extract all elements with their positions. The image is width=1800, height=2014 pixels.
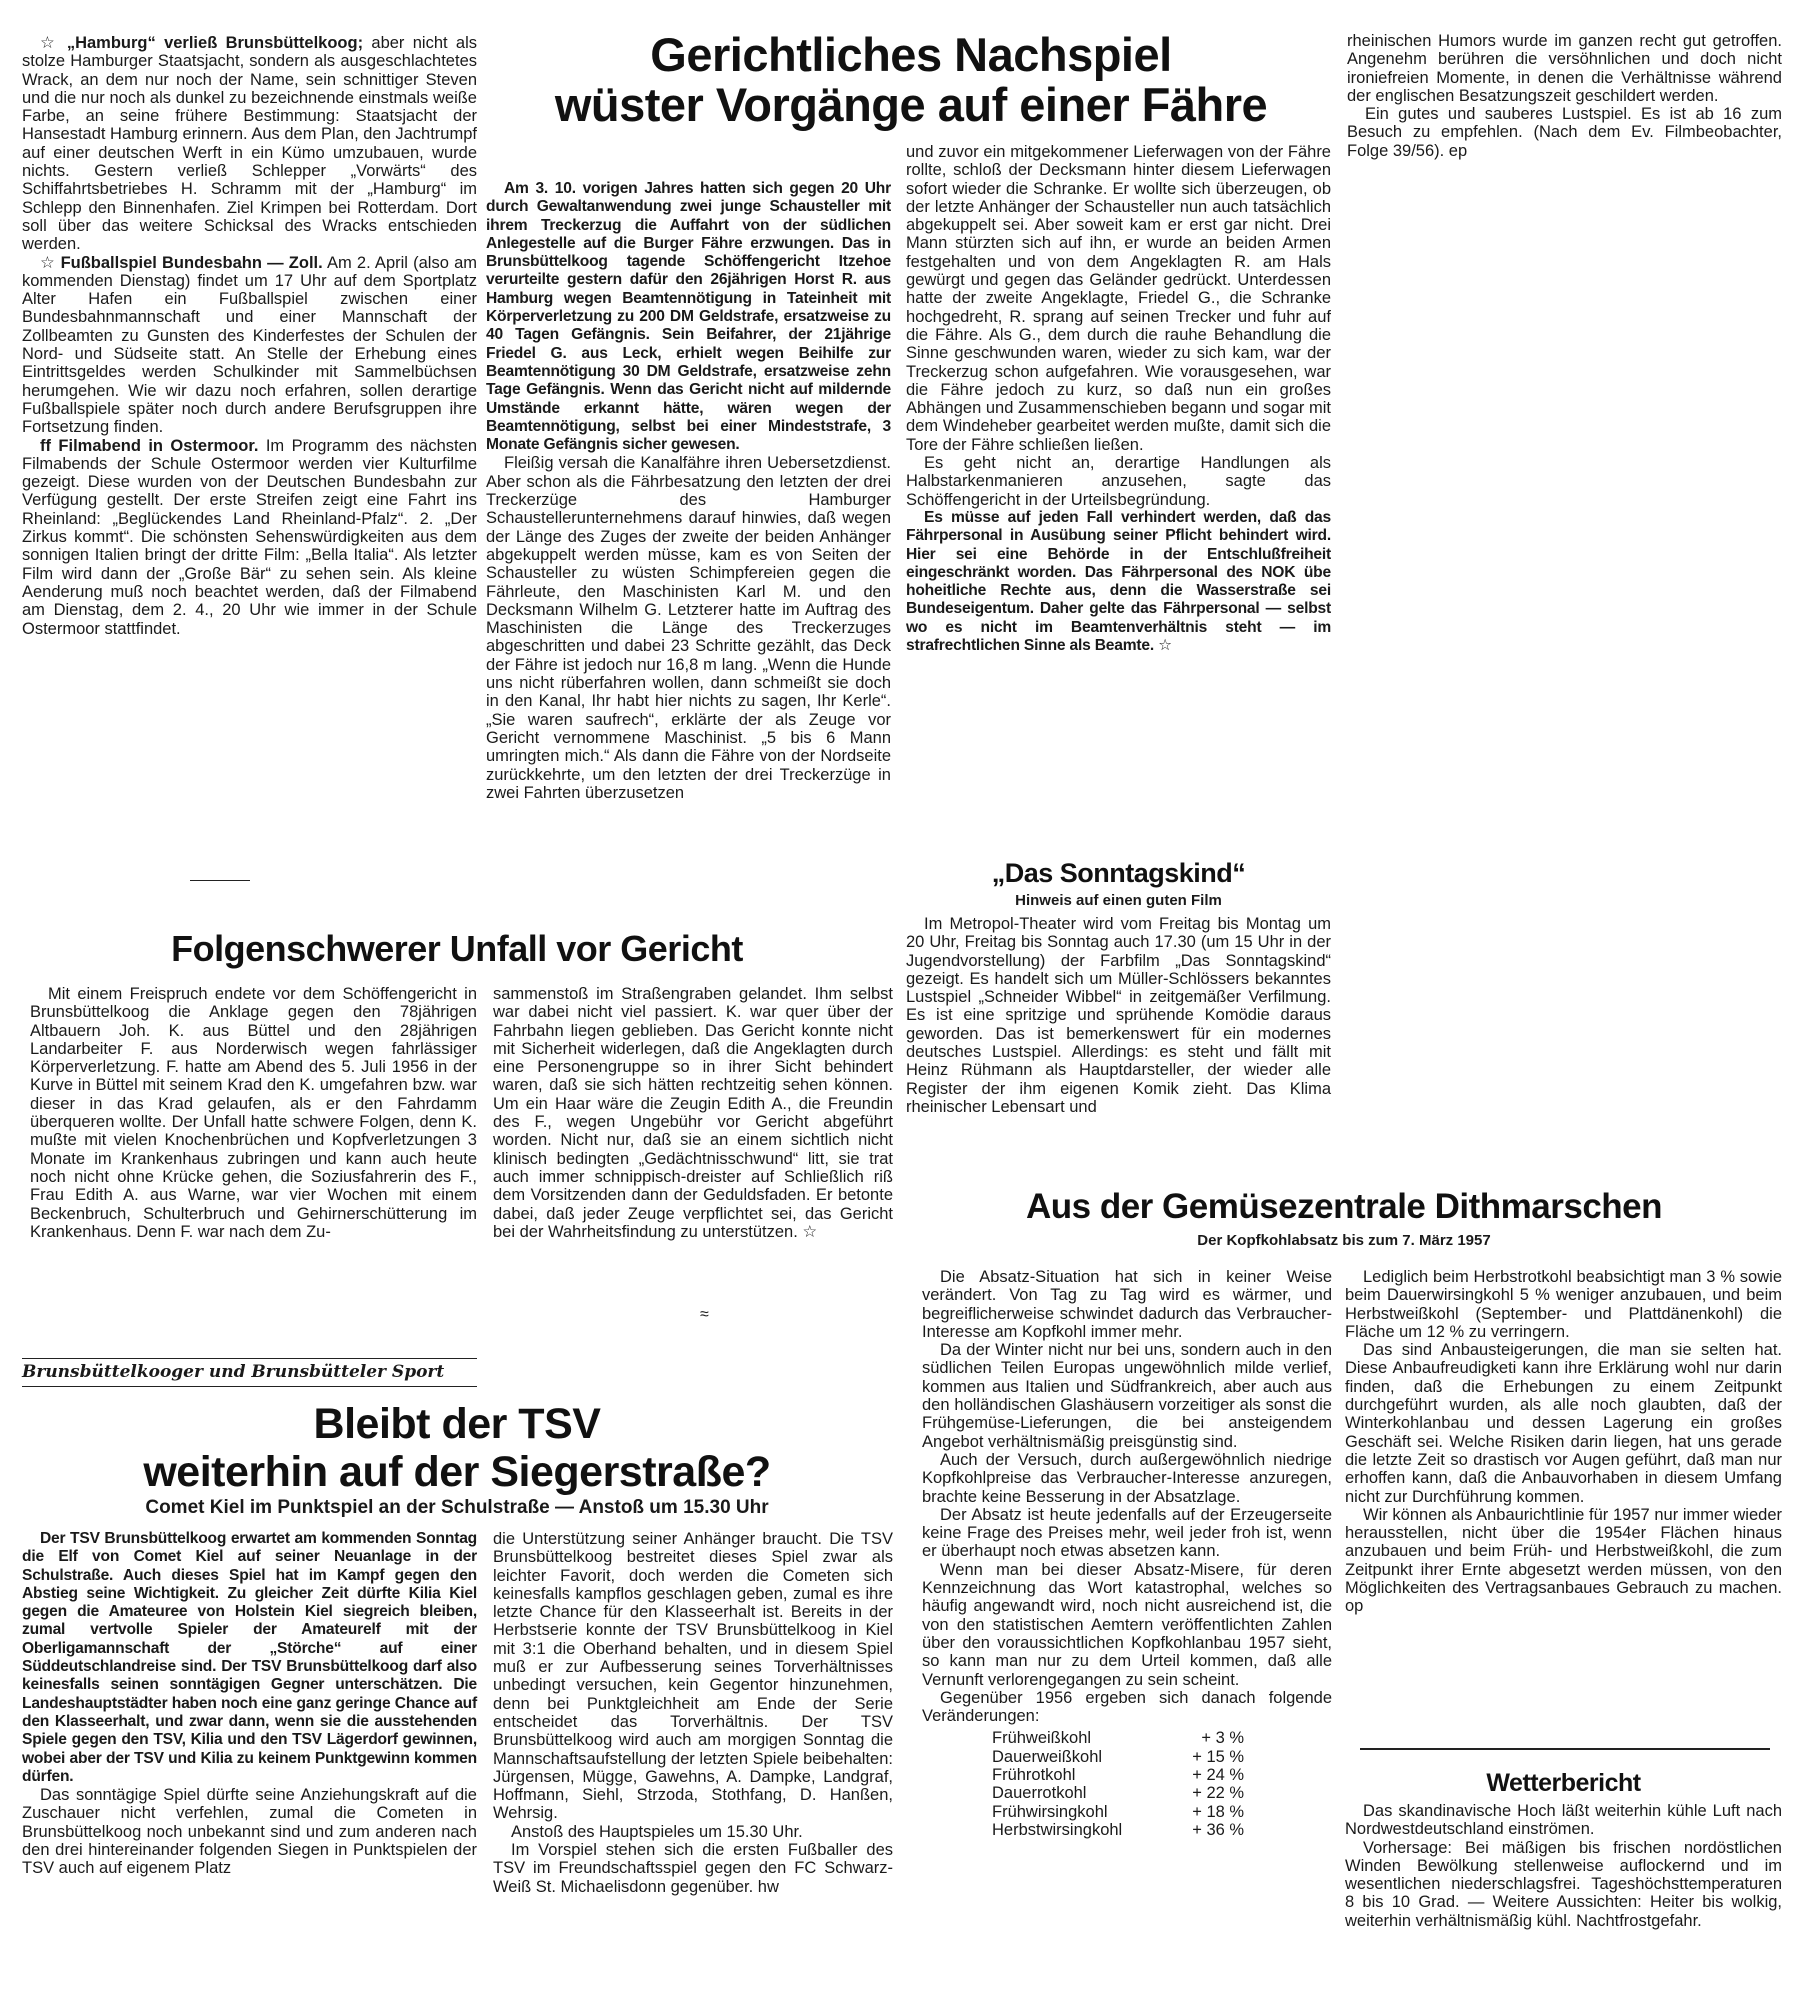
paragraph: ☆ Fußballspiel Bundesbahn — Zoll. Am 2. April (also am kommenden Dienstag) findet um 17 Uhr auf dem Sportplatz Alter Hafen ein Fußballspiel zwischen einer Bundesbahnmannschaft und einer Mannschaft der Zollbeamten zu Gunsten des Kinderfestes der Schulen der Nord- und Südseite statt. An Stelle der Erhebung eines Eintrittsgeldes werden Schulkinder mit Sammelbüchsen herumgehen. Wie wir dazu noch erfahren, sollen derartige Fußballspiele später noch durch andere Berufsgruppen ihre Fortsetzung finden. — [22, 253, 477, 437]
paragraph: Es geht nicht an, derartige Handlungen als Halbstarkenmanieren anzusehen, sagte das Schöffengericht in der Urteilsbegründung. — [906, 454, 1331, 509]
crop-change: + 18 % — [1192, 1802, 1245, 1821]
paragraph: Der Absatz ist heute jedenfalls auf der Erzeugerseite keine Frage des Preises mehr, weil jeder froh ist, wenn er überhaupt noch etwas absetzen kann. — [922, 1505, 1332, 1561]
vegetable-headline: Aus der Gemüsezentrale Dithmarschen — [1025, 1187, 1663, 1226]
table-row — [992, 1729, 1254, 1747]
table-row — [992, 1784, 1254, 1802]
paragraph: Im Metropol-Theater wird vom Freitag bis Montag um 20 Uhr, Freitag bis Sonntag auch 17.30 (um 15 Uhr in der Jugendvorstellung) der Farbfilm „Das Sonntagskind“ gezeigt. Es handelt sich um Müller-Schlössers bekanntes Lustspiel „Schneider Wibbel“ in zeitgemäßer Verfilmung. Es ist eine spritzige und sprühende Komödie daraus geworden. Das ist bemerkenswert für ein modernes deutsches Lustspiel. Allerdings: es steht und fällt mit Heinz Rühmann als Hauptdarsteller, der wieder alle Register der ihm eigenen Komik zieht. Das Klima rheinischer Lebensart und — [906, 915, 1331, 1116]
ferry-column-a — [486, 180, 891, 802]
paragraph: Lediglich beim Herbstrotkohl beabsichtigt man 3 % sowie beim Dauerwirsingkohl 5 % weniger anzubauen, und beim Herbstweißkohl (September- und Plattdänenkohl) die Fläche um 12 % zu verringern. — [1345, 1268, 1782, 1341]
sport-column-b — [493, 1530, 893, 1896]
crop-change: + 3 % — [1201, 1729, 1245, 1748]
sport-column-a — [22, 1530, 477, 1878]
paragraph: Ein gutes und sauberes Lustspiel. Es ist ab 16 zum Besuch zu empfehlen. (Nach dem Ev. Filmbeobachter, Folge 39/56). ep — [1347, 105, 1782, 160]
headline-line: Bleibt der TSV — [313, 1400, 601, 1448]
sport-headline — [22, 1400, 892, 1496]
crop-change-table — [992, 1729, 1254, 1839]
table-row — [992, 1803, 1254, 1821]
paragraph: die Unterstützung seiner Anhänger braucht. Die TSV Brunsbüttelkoog bestreitet dieses Spiel zwar als leichter Favorit, doch werden die Cometen sich keinesfalls kampflos geschlagen geben, zumal es ihre letzte Chance für den Klasseerhalt ist. Bereits in der Herbstserie konnte der TSV Brunsbüttelkoog in Kiel mit 3:1 die Oberhand behalten, und in diesem Spiel muß er zur Aufbesserung seines Torverhältnisses unbedingt versuchen, kein Gegentor hinzunehmen, denn bei Punktgleichheit am Ende der Serie entscheidet das Torverhältnis. Der TSV Brunsbüttelkoog wird auch am morgigen Sonntag die Mannschaftsaufstellung der letzten Spiele beibehalten: Jürgensen, Mügge, Gawehns, A. Dampke, Landgraf, Hoffmann, Siehl, Strzoda, Stothfang, D. Hanßen, Wehrsig. — [493, 1530, 893, 1823]
vegetable-column-b — [1345, 1268, 1782, 1616]
film-headline: „Das Sonntagskind“ — [991, 858, 1246, 888]
crop-name: Frührotkohl — [992, 1766, 1076, 1785]
paragraph-lead: ☆ Fußballspiel Bundesbahn — Zoll. — [40, 253, 323, 272]
paragraph: Im Vorspiel stehen sich die ersten Fußballer des TSV im Freundschaftsspiel gegen den FC Schwarz-Weiß St. Michaelisdonn gegenüber. hw — [493, 1841, 893, 1896]
paragraph: Die Absatz-Situation hat sich in keiner Weise verändert. Von Tag zu Tag wird es wärmer, und begreiflicherweise schwindet dadurch das Verbraucher-Interesse am Kopfkohl immer mehr. — [922, 1268, 1332, 1341]
paragraph: ☆ „Hamburg“ verließ Brunsbüttelkoog; aber nicht als stolze Hamburger Staatsjacht, sondern als ausgeschlachtetes Wrack, an dem nur noch der Name, sein schnittiger Steven und die nur noch als dunkel zu bezeichnende einstmals weiße Farbe, an seine frühere Bestimmung: Staatsjacht der Hansestadt Hamburg erinnern. Aus dem Plan, den Jachtrumpf auf einer deutschen Werft in ein Kümo umzubauen, wurde nichts. Gestern verließ Schlepper „Vorwärts“ des Schiffahrtsbetriebes H. Schramm mit der „Hamburg“ im Schlepp den Binnenhafen. Ziel Krimpen bei Rotterdam. Dort soll über das weitere Schicksal des Wracks entschieden werden. — [22, 34, 477, 254]
sport-subheadline: Comet Kiel im Punktspiel an der Schulstraße — Anstoß um 15.30 Uhr — [145, 1497, 769, 1518]
crop-name: Herbstwirsingkohl — [992, 1820, 1123, 1839]
vegetable-column-a — [922, 1268, 1332, 1839]
local-notes-column — [22, 34, 477, 638]
ferry-column-b — [906, 143, 1331, 655]
paragraph: Fleißig versah die Kanalfähre ihren Uebersetzdienst. Aber schon als die Fährbesatzung den letzten der drei Treckerzüge des Hamburger Schaustellerunternehmens darauf hinwies, daß wegen der Länge des Zuges der zweite der beiden Anhänger abgekuppelt werden müsse, kam es von Seiten der Schausteller zu wüsten Schimpfereien gegen die Fährleute, den Maschinisten Karl M. und den Decksmann Wilhelm G. Letzterer hatte im Auftrag des Maschinisten die Länge des Treckerzuges abgeschritten und dabei 23 Schritte gezählt, das Deck der Fähre ist jedoch nur 16,8 m lang. „Wenn die Hunde uns nicht rüberfahren wollen, dann schmeißt sie doch in den Kanal, Ihr habt hier nichts zu sagen, Ihr Kerle“. „Sie waren saufrech“, erklärte der als Zeuge vor Gericht vernommene Maschinist. „5 bis 6 Mann umringten mich.“ Als dann die Fähre von der Nordseite zurückkehrte, um den letzten der drei Treckerzüge in zwei Fahrten überzusetzen — [486, 454, 891, 802]
paragraph: Es müsse auf jeden Fall verhindert werden, daß das Fährpersonal in Ausübung seiner Pflicht behindert wird. Hier sei eine Behörde in der Entschlußfreiheit eingeschränkt worden. Das Fährpersonal des NOK übe hoheitliche Rechte aus, denn die Wasserstraße sei Bundeseigentum. Daher gelte das Fährpersonal — selbst wo es nicht im Beamtenverhältnis steht — im strafrechtlichen Sinne als Beamte. ☆ — [906, 508, 1331, 655]
paragraph: und zuvor ein mitgekommener Lieferwagen von der Fähre rollte, schloß der Decksmann hinter diesem Lieferwagen sofort wieder die Schranke. Er wollte sich überzeugen, ob der letzte Anhänger der Schausteller nun auch tatsächlich abgekuppelt sei. Aber soweit kam er erst gar nicht. Drei Mann stürzten sich auf ihn, er wurde an beiden Armen festgehalten und von dem Angeklagten R. am Hals gewürgt und gegen das Geländer gedrückt. Unterdessen hatte der zweite Angeklagte, Friedel G., die Schranke hochgedreht, R. sprang auf seinen Trecker und fuhr auf die Fähre. Als G., dem durch die rauhe Behandlung die Sinne geschwunden waren, wieder zu sich kam, war der Treckerzug schon aufgefahren. Wie vorausgesehen, war die Fähre jedoch zu kurz, so daß nun ein großes Abhängen und Zusammenschieben begann und sogar mit dem Windeheber gearbeitet werden mußte, damit sich die Tore der Fähre schließen ließen. — [906, 143, 1331, 454]
paragraph: Wenn man bei dieser Absatz-Misere, für deren Kennzeichnung das Wort katastrophal, welches so häufig angewandt wird, noch nicht ausreichend ist, die von den statistischen Aemtern veröffentlichten Zahlen über den voraussichtlichen Kopfkohlanbau 1957 sieht, so kann man nur zu dem Urteil kommen, daß alle Vernunft verlorengegangen zu sein scheint. — [922, 1560, 1332, 1689]
table-row — [992, 1748, 1254, 1766]
crop-name: Dauerweißkohl — [992, 1747, 1103, 1766]
paragraph: Der TSV Brunsbüttelkoog erwartet am kommenden Sonntag die Elf von Comet Kiel auf seiner Neuanlage in der Schulstraße. Auch dieses Spiel hat im Kampf gegen den Abstieg seine Wichtigkeit. Zu gleicher Zeit dürfte Kilia Kiel gegen die Amateuree von Holstein Kiel siegreich bleiben, zumal vertvolle Spieler der Amateurelf mit der Oberligamannschaft der „Störche“ auf einer Süddeutschlandreise sind. Der TSV Brunsbüttelkoog darf also keinesfalls seinen sonntägigen Gegner unterschätzen. Die Landeshauptstädter haben noch eine ganz geringe Chance auf den Klasseerhalt, und zwar dann, wenn sie die ausstehenden Spiele gegen den TSV, Kilia und den TSV Lägerdorf gewinnen, wobei aber der TSV und Kilia zu keinem Punktgewinn kommen dürfen. — [22, 1530, 477, 1785]
crop-change: + 22 % — [1192, 1784, 1245, 1803]
film-review-continuation — [1347, 32, 1782, 160]
crop-name: Frühweißkohl — [992, 1729, 1092, 1748]
vegetable-subheadline: Der Kopfkohlabsatz bis zum 7. März 1957 — [1197, 1232, 1491, 1249]
crop-change: + 24 % — [1192, 1766, 1245, 1785]
paragraph: rheinischen Humors wurde im ganzen recht gut getroffen. Angenehm berühren die versöhnlichen und doch nicht ironiefreien Momente, in denen die Verhältnisse während der englischen Besatzungszeit geschildert werden. — [1347, 32, 1782, 105]
ferry-headline — [486, 30, 1336, 130]
crop-change: + 36 % — [1192, 1820, 1245, 1839]
accident-column-a — [30, 985, 477, 1241]
crop-change: + 15 % — [1192, 1747, 1245, 1766]
divider — [22, 1358, 477, 1359]
paragraph: sammenstoß im Straßengraben gelandet. Ihm selbst war dabei nicht viel passiert. K. war quer über der Fahrbahn liegen geblieben. Das Gericht konnte nicht mit Sicherheit widerlegen, daß die Angeklagten durch eine Personengruppe so in ihrer Sicht behindert waren, daß sie sich hätten rechtzeitig sehen können. Um ein Haar wäre die Zeugin Edith A., die Freundin des F., wegen Ungebühr vor Gericht abgeführt worden. Nicht nur, daß sie an einem sichtlich nicht klinisch bedingten „Gedächtnisschwund“ litt, sie trat auch immer schnippisch-dreister auf Schließlich riß dem Vorsitzenden dann der Geduldsfaden. Er betonte dabei, daß jeder Zeuge verpflichtet sei, das Gericht bei der Wahrheitsfindung zu unterstützen. ☆ — [493, 985, 893, 1241]
paragraph: Gegenüber 1956 ergeben sich danach folgende Veränderungen: — [922, 1688, 1332, 1726]
divider — [1360, 1748, 1770, 1750]
headline-line: wüster Vorgänge auf einer Fähre — [554, 78, 1268, 131]
paragraph: ff Filmabend in Ostermoor. Im Programm des nächsten Filmabends der Schule Ostermoor werden vier Kulturfilme gezeigt. Diese wurden von der Deutschen Bundesbahn zur Verfügung gestellt. Der erste Streifen zeigt eine Fahrt ins Rheinland: „Beglückendes Land Rheinland-Pfalz“. 2. „Der Zirkus kommt“. Die schönsten Sehenswürdigkeiten aus dem sonnigen Italien bringt der dritte Film: „Bella Italia“. Als letzter Film wird dann der „Große Bär“ zu sehen sein. Als kleine Aenderung muß noch beachtet werden, daß der Filmabend am Dienstag, dem 2. 4., 20 Uhr wie immer in der Schule Ostermoor stattfindet. — [22, 436, 477, 638]
weather-column — [1345, 1802, 1782, 1930]
paragraph: Mit einem Freispruch endete vor dem Schöffengericht in Brunsbüttelkoog die Anklage gegen den 78jährigen Altbauern Joh. K. aus Büttel und den 28jährigen Landarbeiter F. aus Norderwisch wegen fahrlässiger Körperverletzung. F. hatte am Abend des 5. Juli 1956 in der Kurve in Büttel mit seinem Krad den K. umgefahren bzw. war dieser in das Krad gelaufen, als er den Fahrdamm überqueren wollte. Der Unfall hatte schwere Folgen, denn K. mußte mit vielen Knochenbrüchen und Kopfverletzungen 3 Monate im Krankenhaus zubringen und kann auch heute noch nicht ohne Krücke gehen, die Soziusfahrerin des F., Frau Edith A. aus Warne, war vier Wochen mit einem Beckenbruch, Schulterbruch und Gehirnerschütterung im Krankenhaus. Denn F. war nach dem Zu- — [30, 985, 477, 1241]
table-row — [992, 1821, 1254, 1839]
paragraph: Auch der Versuch, durch außergewöhnlich niedrige Kopfkohlpreise das Verbraucher-Interesse anzuregen, brachte keine Besserung in der Absatzlage. — [922, 1450, 1332, 1506]
paragraph: Anstoß des Hauptspieles um 15.30 Uhr. — [511, 1822, 803, 1841]
headline-line: weiterhin auf der Siegerstraße? — [143, 1448, 771, 1496]
weather-headline: Wetterbericht — [1486, 1769, 1641, 1797]
film-subheadline: Hinweis auf einen guten Film — [1015, 892, 1222, 909]
paragraph: Da der Winter nicht nur bei uns, sondern auch in den südlichen Teilen Europas ungewöhnlich milde verlief, kommen aus Italien und Südfrankreich, aber auch aus den holländischen Glashäusern vorzeitiger als sonst die Frühgemüse-Lieferungen, die bei ansteigendem Angebot verhältnismäßig preisgünstig sind. — [922, 1341, 1332, 1451]
end-mark-icon: ≈ — [700, 1306, 709, 1323]
accident-headline: Folgenschwerer Unfall vor Gericht — [171, 928, 743, 969]
film-column — [906, 915, 1331, 1116]
divider — [190, 880, 250, 881]
divider — [22, 1386, 477, 1387]
paragraph: Am 3. 10. vorigen Jahres hatten sich gegen 20 Uhr durch Gewaltanwendung zwei junge Schausteller mit ihrem Treckerzug die Auffahrt von der südlichen Anlegestelle auf die Burger Fähre erzwungen. Das in Brunsbüttelkoog tagende Schöffengericht Itzehoe verurteilte gestern dafür den 26jährigen Horst R. aus Hamburg wegen Beamtennötigung in Tateinheit mit Körperverletzung zu 200 DM Geldstrafe, ersatzweise zu 40 Tagen Gefängnis. Sein Beifahrer, der 21jährige Friedel G. aus Leck, erhielt wegen Beihilfe zur Beamtennötigung 30 DM Geldstrafe, ersatzweise zehn Tage Gefängnis. Wenn das Gericht nicht auf mildernde Umstände erkannt hätte, wären wegen der Beamtennötigung, selbst bei einer Mindeststrafe, 3 Monate Gefängnis sicher gewesen. — [486, 180, 891, 454]
headline-line: Gerichtliches Nachspiel — [650, 28, 1172, 81]
vegetable-paragraphs — [922, 1268, 1332, 1725]
accident-column-b — [493, 985, 893, 1241]
paragraph: Das skandinavische Hoch läßt weiterhin kühle Luft nach Nordwestdeutschland einströmen. — [1345, 1802, 1782, 1839]
paragraph: Das sonntägige Spiel dürfte seine Anziehungskraft auf die Zuschauer nicht verfehlen, zumal die Cometen in Brunsbüttelkoog noch unbekannt sind und zum anderen nach den drei hintereinander folgenden Siegen in Punktspielen der TSV auch auf eigenem Platz — [22, 1786, 477, 1878]
sport-section-header: Brunsbüttelkooger und Brunsbütteler Sport — [22, 1362, 445, 1382]
paragraph: Vorhersage: Bei mäßigen bis frischen nordöstlichen Winden Bewölkung stellenweise auflockernd und im wesentlichen niederschlagsfrei. Tageshöchsttemperaturen 8 bis 10 Grad. — Weitere Aussichten: Heiter bis wolkig, weiterhin verhältnismäßig kühl. Nachtfrostgefahr. — [1345, 1838, 1782, 1930]
paragraph: Das sind Anbausteigerungen, die man sie selten hat. Diese Anbaufreudigketi kann ihre Erklärung wohl nur darin finden, daß die Erhebungen zu einem Zeitpunkt durchgeführt wurden, als alle noch glaubten, daß der Winterkohlanbau und dessen Lagerung ein großes Geschäft sei. Welche Risiken darin liegen, hat uns gerade die letzte Zeit so drastisch vor Augen geführt, daß man nur erhoffen kann, daß die Anbauvorhaben in diesem Umfang nicht zur Durchführung kommen. — [1345, 1341, 1782, 1506]
paragraph-lead: ff Filmabend in Ostermoor. — [40, 436, 259, 455]
table-row — [992, 1766, 1254, 1784]
crop-name: Dauerrotkohl — [992, 1784, 1087, 1803]
crop-name: Frühwirsingkohl — [992, 1802, 1108, 1821]
paragraph-lead: ☆ „Hamburg“ verließ Brunsbüttelkoog; — [40, 34, 364, 52]
paragraph: Wir können als Anbaurichtlinie für 1957 nur immer wieder herausstellen, nicht über die 1954er Flächen hinaus anzubauen und beim Früh- und Herbstweißkohl, die zum Zeitpunkt ihrer Ernte abgesetzt werden müssen, von den Möglichkeiten des Vertragsanbaues Gebrauch zu machen. op — [1345, 1505, 1782, 1616]
